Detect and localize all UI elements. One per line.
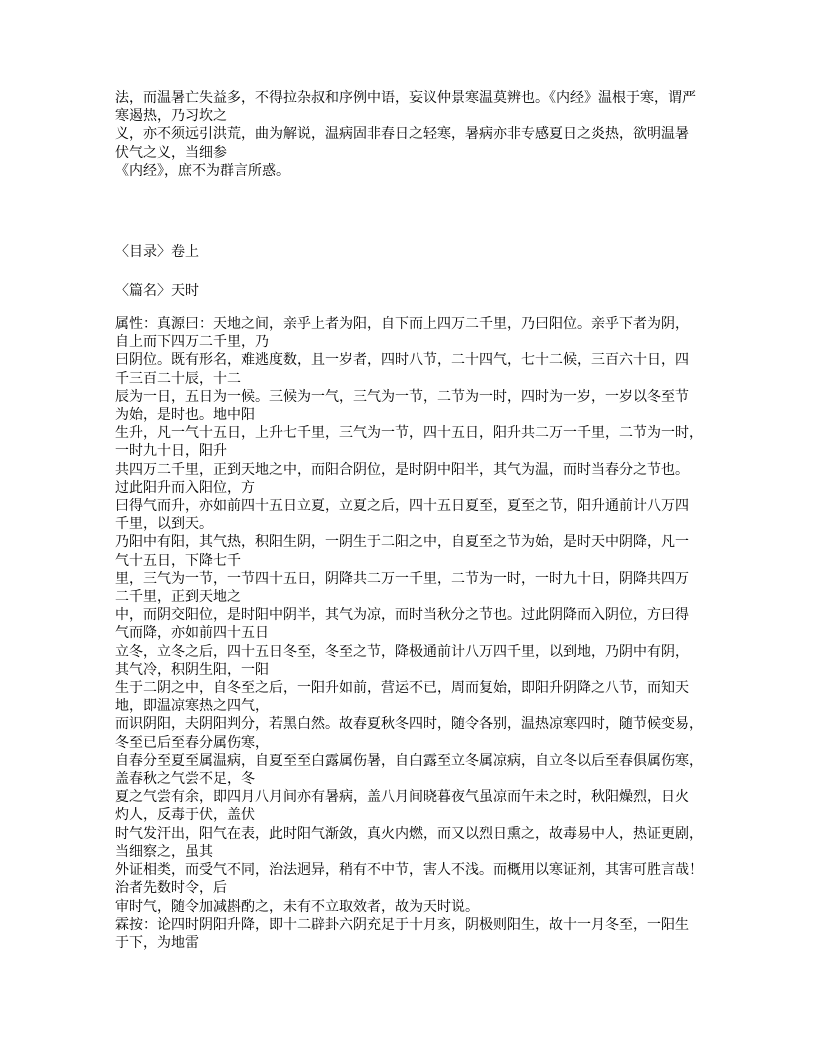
text-line: 辰为一日，五日为一候。三候为一气，三气为一节，二节为一时，四时为一岁，一岁以冬至节: [115, 389, 689, 405]
text-line: 冬至已后至春分属伤寒，: [115, 735, 269, 751]
toc-heading: 〈目录〉卷上: [115, 245, 199, 260]
text-line: 当细察之，虽其: [115, 844, 213, 860]
text-line: 外证相类，而受气不同，治法迥异，稍有不中节，害人不浅。而概用以寒证剂，其害可胜言哉！: [115, 863, 703, 879]
text-line: 审时气，随令加减斟酌之，未有不立取效者，故为天时说。: [115, 899, 479, 915]
intro-paragraph: [115, 90, 715, 181]
text-line: 而识阴阳，夫阴阳判分，若黑白然。故春夏秋冬四时，随令各别，温热凉寒四时，随节候变易，: [115, 717, 703, 733]
text-line: 盖春秋之气尝不足，冬: [115, 772, 255, 788]
section-heading: 〈篇名〉天时: [115, 284, 199, 299]
text-line: 曰得气而升，亦如前四十五日立夏，立夏之后，四十五日夏至，夏至之节，阳升通前计八万四: [115, 499, 689, 515]
text-line: 自上而下四万二千里，乃: [115, 335, 269, 351]
text-line: 曰阴位。既有形名，难逃度数，且一岁者，四时八节，二十四气，七十二候，三百六十日，四: [115, 353, 689, 369]
text-line: 属性：真源曰：天地之间，亲乎上者为阳，自下而上四万二千里，乃曰阳位。亲乎下者为阴，: [115, 317, 689, 332]
text-line: 乃阳中有阳，其气热，积阳生阴，一阴生于二阳之中，自夏至之节为始，是时天中阴降，凡一: [115, 535, 689, 551]
text-line: 生升，凡一气十五日，上升七千里，三气为一节，四十五日，阳升共二万一千里，二节为一时，: [115, 426, 703, 442]
text-line: 《内经》，庶不为群言所惑。: [115, 163, 290, 179]
text-line: 寒遏热，乃习坎之: [115, 109, 227, 125]
text-line: 法，而温暑亡失益多，不得拉杂叔和序例中语，妄议仲景寒温莫辨也。《内经》温根于寒，谓严: [115, 91, 696, 106]
text-line: 生于二阴之中，自冬至之后，一阳升如前，营运不已，周而复始，即阳升阴降之八节，而知天: [115, 681, 689, 697]
text-line: 于下，为地雷: [115, 935, 199, 951]
text-line: 其气冷，积阴生阳，一阳: [115, 662, 269, 678]
text-line: 过此阳升而入阳位，方: [115, 480, 255, 496]
text-line: 气而降，亦如前四十五日: [115, 626, 269, 642]
text-line: 立冬，立冬之后，四十五日冬至，冬至之节，降极通前计八万四千里，以到地，乃阴中有阴，: [115, 644, 689, 660]
text-line: 千里，以到天。: [115, 517, 213, 533]
text-line: 为始，是时也。地中阳: [115, 408, 255, 424]
text-line: 灼人，反毒于伏，盖伏: [115, 808, 255, 824]
text-line: 一时九十日，阳升: [115, 444, 227, 460]
text-line: 气十五日，下降七千: [115, 553, 241, 569]
text-line: 共四万二千里，正到天地之中，而阳合阴位，是时阴中阳半，其气为温，而时当春分之节也。: [115, 462, 689, 478]
text-line: 地，即温凉寒热之四气，: [115, 699, 269, 715]
text-line: 中，而阴交阳位，是时阳中阴半，其气为凉，而时当秋分之节也。过此阴降而入阴位，方曰得: [115, 608, 689, 624]
text-line: 千三百二十辰，十二: [115, 371, 241, 387]
text-line: 自春分至夏至属温病，自夏至至白露属伤暑，自白露至立冬属凉病，自立冬以后至春俱属伤寒，: [115, 753, 703, 769]
text-line: 霖按：论四时阴阳升降，即十二辟卦六阴充足于十月亥，阴极则阳生，故十一月冬至，一阳生: [115, 917, 689, 933]
text-line: 伏气之义，当细参: [115, 145, 227, 161]
text-line: 时气发汗出，阳气在表，此时阳气渐敛，真火内燃，而又以烈日熏之，故毒易中人，热证更剧，: [115, 826, 703, 842]
text-line: 二千里，正到天地之: [115, 590, 241, 606]
text-line: 义，亦不须远引洪荒，曲为解说，温病固非春日之轻寒，暑病亦非专感夏日之炎热，欲明温暑: [115, 127, 689, 143]
text-line: 夏之气尝有余，即四月八月间亦有暑病，盖八月间晓暮夜气虽凉而午未之时，秋阳燥烈，日火: [115, 790, 689, 806]
text-line: 治者先数时令，后: [115, 881, 227, 897]
body-paragraph: [115, 316, 715, 953]
text-line: 里，三气为一节，一节四十五日，阴降共二万一千里，二节为一时，一时九十日，阴降共四万: [115, 571, 689, 587]
